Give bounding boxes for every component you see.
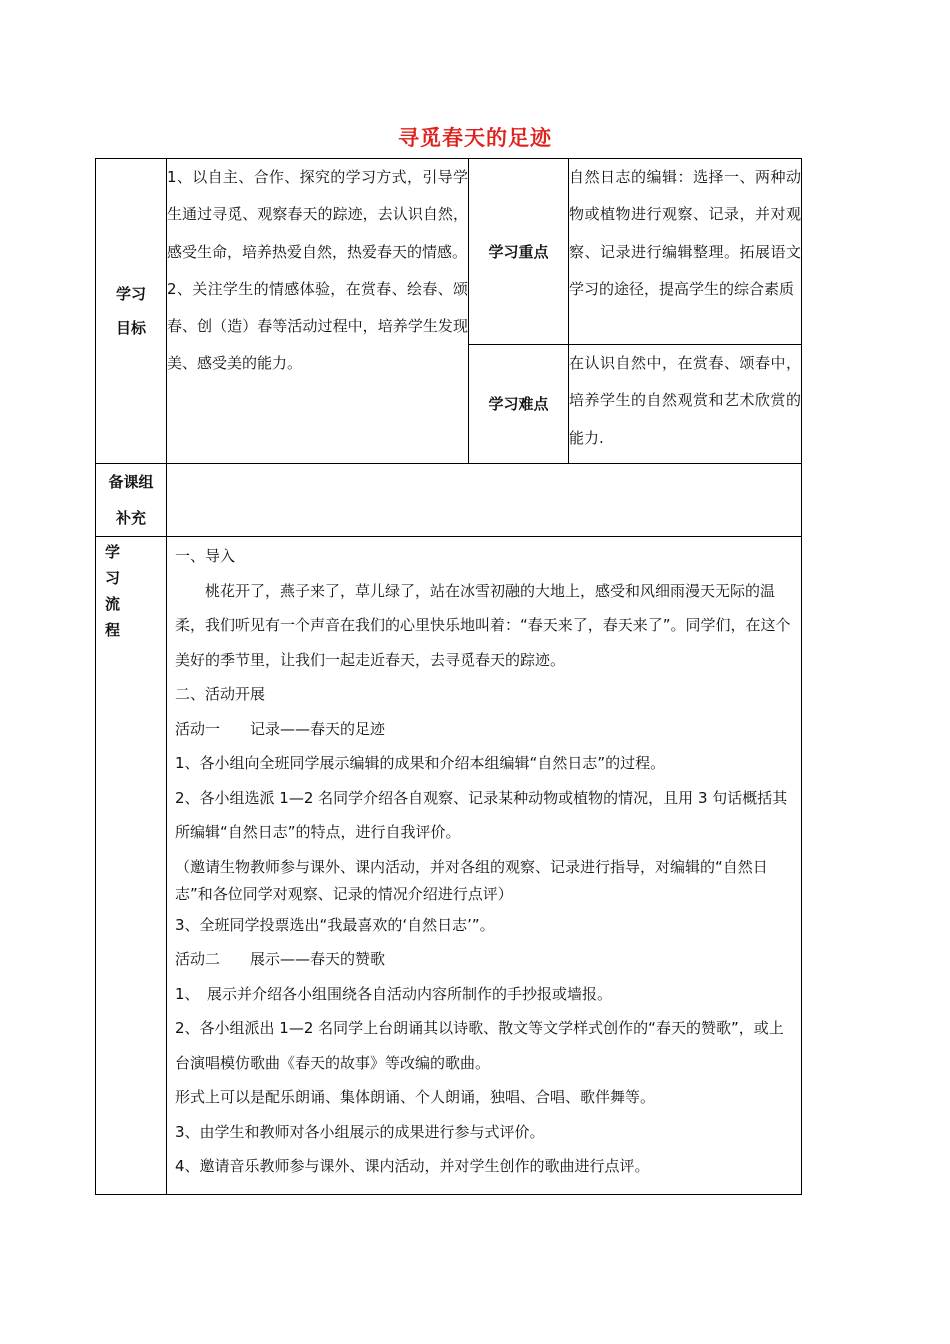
- flow-label-char: 习: [105, 569, 121, 587]
- flow-line: 二、活动开展: [175, 685, 266, 703]
- objectives-label-line2: 目标: [115, 319, 146, 337]
- supplement-content: [167, 464, 802, 537]
- flow-line: 活动一 记录——春天的足迹: [175, 719, 386, 738]
- flow-label: [96, 537, 167, 1195]
- flow-line: 形式上可以是配乐朗诵、集体朗诵、个人朗诵，独唱、合唱、歌伴舞等。: [175, 1088, 656, 1106]
- objectives-content: [167, 159, 469, 464]
- key-points-content: [569, 159, 802, 345]
- objective-item-2: 2、关注学生的情感体验，在赏春、绘春、颂春、创（造）春等活动过程中，培养学生发现美、感受美的能力。: [167, 279, 468, 373]
- supplement-label-line2: 补充: [115, 509, 146, 527]
- flow-label-char: 学: [105, 543, 121, 561]
- objectives-label-line1: 学习: [115, 285, 146, 303]
- objectives-label: [96, 159, 167, 464]
- flow-content: [167, 537, 802, 1195]
- key-points-label: 学习重点: [469, 159, 569, 345]
- flow-line: 桃花开了，燕子来了，草儿绿了，站在冰雪初融的大地上，感受和风细雨漫天无际的温柔，我们听见有一个声音在我们的心里快乐地叫着：“春天来了，春天来了”。同学们，在这个美好的季节里，让我们一起走近春天，去寻觅春天的踪迹。: [175, 581, 791, 669]
- flow-line: 1、各小组向全班同学展示编辑的成果和介绍本组编辑“自然日志”的过程。: [175, 754, 666, 772]
- flow-line: 活动二 展示——春天的赞歌: [175, 950, 386, 968]
- difficulties-text: 在认识自然中，在赏春、颂春中，培养学生的自然观赏和艺术欣赏的能力.: [569, 354, 801, 447]
- lesson-plan-table: [95, 158, 802, 1195]
- supplement-label: [96, 464, 167, 537]
- flow-line: 1、 展示并介绍各小组围绕各自活动内容所制作的手抄报或墙报。: [175, 984, 613, 1003]
- page-title: 寻觅春天的足迹: [398, 126, 552, 150]
- flow-line: 2、各小组选派 1—2 名同学介绍各自观察、记录某种动物或植物的情况，且用 3 句话概括其所编辑“自然日志”的特点，进行自我评价。: [175, 788, 788, 841]
- flow-line: 3、全班同学投票选出“我最喜欢的‘自然日志’”。: [175, 915, 495, 934]
- difficulties-label: 学习难点: [469, 345, 569, 464]
- flow-line: 2、各小组派出 1—2 名同学上台朗诵其以诗歌、散文等文学样式创作的“春天的赞歌”，或上台演唱模仿歌曲《春天的故事》等改编的歌曲。: [175, 1019, 784, 1072]
- flow-line: 4、邀请音乐教师参与课外、课内活动，并对学生创作的歌曲进行点评。: [175, 1157, 650, 1175]
- difficulties-content: [569, 345, 802, 464]
- key-points-text: 自然日志的编辑：选择一、两种动物或植物进行观察、记录，并对观察、记录进行编辑整理。拓展语文学习的途径，提高学生的综合素质: [569, 168, 801, 298]
- supplement-label-line1: 备课组: [108, 473, 154, 491]
- objective-item-1: 1、以自主、合作、探究的学习方式，引导学生通过寻觅、观察春天的踪迹，去认识自然，感受生命，培养热爱自然，热爱春天的情感。: [167, 168, 468, 261]
- flow-label-char: 流: [105, 595, 121, 613]
- flow-line: 3、由学生和教师对各小组展示的成果进行参与式评价。: [175, 1122, 545, 1141]
- flow-label-char: 程: [105, 621, 121, 639]
- flow-line: 一、导入: [175, 547, 236, 565]
- flow-line: （邀请生物教师参与课外、课内活动，并对各组的观察、记录进行指导，对编辑的“自然日志”和各位同学对观察、记录的情况介绍进行点评）: [175, 857, 768, 903]
